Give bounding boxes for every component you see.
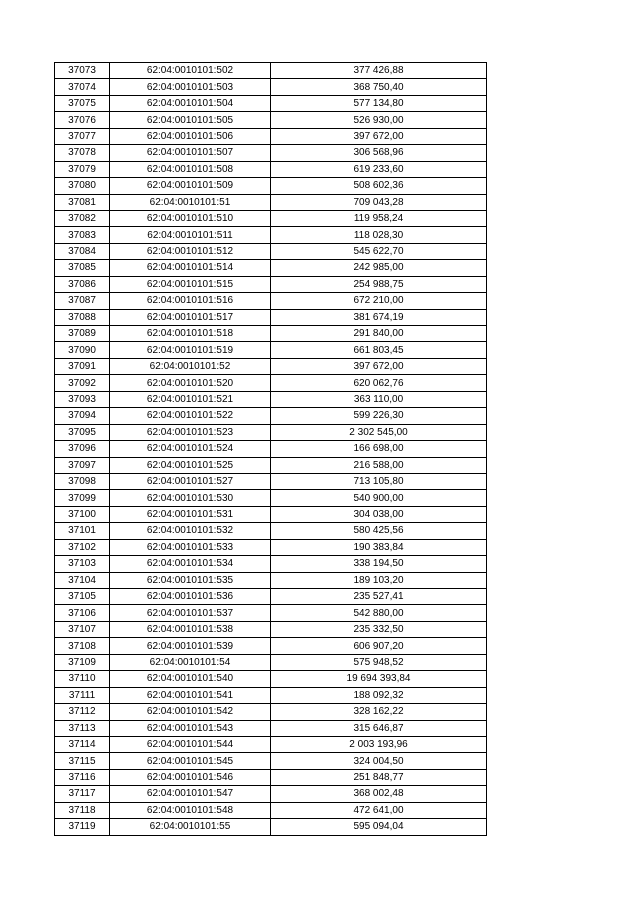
cadastral-value-cell: 291 840,00: [271, 326, 487, 342]
cadastral-number-cell: 62:04:0010101:506: [110, 128, 271, 144]
cadastral-value-cell: 315 646,87: [271, 720, 487, 736]
cadastral-value-cell: 661 803,45: [271, 342, 487, 358]
row-number-cell: 37091: [55, 358, 110, 374]
row-number-cell: 37117: [55, 786, 110, 802]
cadastral-number-cell: 62:04:0010101:507: [110, 145, 271, 161]
table-row: [55, 243, 487, 259]
row-number-cell: 37082: [55, 210, 110, 226]
cadastral-value-cell: 575 948,52: [271, 654, 487, 670]
row-number-cell: 37073: [55, 63, 110, 79]
cadastral-value-cell: 472 641,00: [271, 802, 487, 818]
row-number-cell: 37088: [55, 309, 110, 325]
table-row: [55, 79, 487, 95]
table-row: [55, 309, 487, 325]
cadastral-number-cell: 62:04:0010101:524: [110, 441, 271, 457]
cadastral-number-cell: 62:04:0010101:530: [110, 490, 271, 506]
cadastral-value-cell: 540 900,00: [271, 490, 487, 506]
table-row: [55, 424, 487, 440]
cadastral-number-cell: 62:04:0010101:508: [110, 161, 271, 177]
cadastral-number-cell: 62:04:0010101:515: [110, 276, 271, 292]
table-row: [55, 769, 487, 785]
cadastral-number-cell: 62:04:0010101:518: [110, 326, 271, 342]
cadastral-number-cell: 62:04:0010101:517: [110, 309, 271, 325]
cadastral-number-cell: 62:04:0010101:541: [110, 687, 271, 703]
row-number-cell: 37101: [55, 523, 110, 539]
table-row: [55, 227, 487, 243]
cadastral-value-cell: 580 425,56: [271, 523, 487, 539]
table-body: [55, 63, 487, 836]
row-number-cell: 37084: [55, 243, 110, 259]
cadastral-value-cell: 119 958,24: [271, 210, 487, 226]
table-row: [55, 523, 487, 539]
table-row: [55, 638, 487, 654]
table-row: [55, 63, 487, 79]
cadastral-number-cell: 62:04:0010101:543: [110, 720, 271, 736]
table-row: [55, 506, 487, 522]
cadastral-number-cell: 62:04:0010101:520: [110, 375, 271, 391]
cadastral-number-cell: 62:04:0010101:511: [110, 227, 271, 243]
row-number-cell: 37110: [55, 671, 110, 687]
cadastral-number-cell: 62:04:0010101:55: [110, 819, 271, 835]
row-number-cell: 37106: [55, 605, 110, 621]
cadastral-value-cell: 190 383,84: [271, 539, 487, 555]
row-number-cell: 37105: [55, 589, 110, 605]
row-number-cell: 37099: [55, 490, 110, 506]
cadastral-number-cell: 62:04:0010101:532: [110, 523, 271, 539]
row-number-cell: 37087: [55, 293, 110, 309]
cadastral-number-cell: 62:04:0010101:525: [110, 457, 271, 473]
cadastral-number-cell: 62:04:0010101:523: [110, 424, 271, 440]
table-row: [55, 704, 487, 720]
table-row: [55, 358, 487, 374]
table-row: [55, 391, 487, 407]
cadastral-number-cell: 62:04:0010101:504: [110, 95, 271, 111]
row-number-cell: 37092: [55, 375, 110, 391]
cadastral-value-cell: 2 302 545,00: [271, 424, 487, 440]
row-number-cell: 37093: [55, 391, 110, 407]
cadastral-value-cell: 328 162,22: [271, 704, 487, 720]
cadastral-number-cell: 62:04:0010101:52: [110, 358, 271, 374]
cadastral-number-cell: 62:04:0010101:54: [110, 654, 271, 670]
row-number-cell: 37096: [55, 441, 110, 457]
table-row: [55, 161, 487, 177]
table-row: [55, 95, 487, 111]
row-number-cell: 37119: [55, 819, 110, 835]
cadastral-number-cell: 62:04:0010101:536: [110, 589, 271, 605]
cadastral-value-cell: 363 110,00: [271, 391, 487, 407]
row-number-cell: 37074: [55, 79, 110, 95]
row-number-cell: 37076: [55, 112, 110, 128]
cadastral-value-table: [54, 62, 487, 836]
cadastral-number-cell: 62:04:0010101:538: [110, 621, 271, 637]
cadastral-value-cell: 595 094,04: [271, 819, 487, 835]
cadastral-value-cell: 368 002,48: [271, 786, 487, 802]
cadastral-number-cell: 62:04:0010101:540: [110, 671, 271, 687]
cadastral-number-cell: 62:04:0010101:542: [110, 704, 271, 720]
row-number-cell: 37102: [55, 539, 110, 555]
table-row: [55, 654, 487, 670]
cadastral-value-cell: 368 750,40: [271, 79, 487, 95]
table-row: [55, 194, 487, 210]
row-number-cell: 37103: [55, 556, 110, 572]
cadastral-value-cell: 377 426,88: [271, 63, 487, 79]
cadastral-value-cell: 542 880,00: [271, 605, 487, 621]
cadastral-number-cell: 62:04:0010101:516: [110, 293, 271, 309]
cadastral-number-cell: 62:04:0010101:535: [110, 572, 271, 588]
row-number-cell: 37097: [55, 457, 110, 473]
table-row: [55, 145, 487, 161]
row-number-cell: 37075: [55, 95, 110, 111]
table-row: [55, 441, 487, 457]
cadastral-number-cell: 62:04:0010101:547: [110, 786, 271, 802]
cadastral-value-cell: 713 105,80: [271, 473, 487, 489]
table-row: [55, 621, 487, 637]
cadastral-number-cell: 62:04:0010101:51: [110, 194, 271, 210]
table-row: [55, 572, 487, 588]
cadastral-value-cell: 189 103,20: [271, 572, 487, 588]
cadastral-number-cell: 62:04:0010101:519: [110, 342, 271, 358]
row-number-cell: 37104: [55, 572, 110, 588]
table-row: [55, 276, 487, 292]
cadastral-value-cell: 619 233,60: [271, 161, 487, 177]
cadastral-value-cell: 324 004,50: [271, 753, 487, 769]
cadastral-value-cell: 599 226,30: [271, 408, 487, 424]
cadastral-number-cell: 62:04:0010101:505: [110, 112, 271, 128]
table-row: [55, 605, 487, 621]
row-number-cell: 37077: [55, 128, 110, 144]
table-row: [55, 326, 487, 342]
table-row: [55, 473, 487, 489]
cadastral-number-cell: 62:04:0010101:503: [110, 79, 271, 95]
row-number-cell: 37111: [55, 687, 110, 703]
cadastral-number-cell: 62:04:0010101:531: [110, 506, 271, 522]
cadastral-number-cell: 62:04:0010101:534: [110, 556, 271, 572]
cadastral-value-cell: 19 694 393,84: [271, 671, 487, 687]
row-number-cell: 37112: [55, 704, 110, 720]
table-row: [55, 720, 487, 736]
row-number-cell: 37114: [55, 736, 110, 752]
cadastral-value-cell: 397 672,00: [271, 128, 487, 144]
table-row: [55, 589, 487, 605]
table-row: [55, 178, 487, 194]
cadastral-value-cell: 338 194,50: [271, 556, 487, 572]
table-row: [55, 539, 487, 555]
row-number-cell: 37109: [55, 654, 110, 670]
table-row: [55, 375, 487, 391]
cadastral-value-cell: 672 210,00: [271, 293, 487, 309]
cadastral-value-cell: 620 062,76: [271, 375, 487, 391]
cadastral-number-cell: 62:04:0010101:533: [110, 539, 271, 555]
cadastral-value-cell: 606 907,20: [271, 638, 487, 654]
cadastral-value-cell: 545 622,70: [271, 243, 487, 259]
cadastral-value-cell: 254 988,75: [271, 276, 487, 292]
table-row: [55, 786, 487, 802]
table-row: [55, 342, 487, 358]
cadastral-number-cell: 62:04:0010101:502: [110, 63, 271, 79]
table-row: [55, 802, 487, 818]
cadastral-value-cell: 306 568,96: [271, 145, 487, 161]
cadastral-value-cell: 304 038,00: [271, 506, 487, 522]
cadastral-value-cell: 188 092,32: [271, 687, 487, 703]
cadastral-number-cell: 62:04:0010101:522: [110, 408, 271, 424]
cadastral-number-cell: 62:04:0010101:514: [110, 260, 271, 276]
cadastral-value-cell: 235 332,50: [271, 621, 487, 637]
cadastral-value-cell: 381 674,19: [271, 309, 487, 325]
cadastral-number-cell: 62:04:0010101:510: [110, 210, 271, 226]
table-row: [55, 753, 487, 769]
cadastral-value-cell: 526 930,00: [271, 112, 487, 128]
row-number-cell: 37098: [55, 473, 110, 489]
cadastral-value-cell: 577 134,80: [271, 95, 487, 111]
row-number-cell: 37089: [55, 326, 110, 342]
row-number-cell: 37078: [55, 145, 110, 161]
cadastral-value-cell: 251 848,77: [271, 769, 487, 785]
cadastral-value-cell: 216 588,00: [271, 457, 487, 473]
cadastral-value-cell: 397 672,00: [271, 358, 487, 374]
row-number-cell: 37108: [55, 638, 110, 654]
row-number-cell: 37083: [55, 227, 110, 243]
table-row: [55, 457, 487, 473]
table-row: [55, 210, 487, 226]
row-number-cell: 37100: [55, 506, 110, 522]
row-number-cell: 37080: [55, 178, 110, 194]
row-number-cell: 37079: [55, 161, 110, 177]
cadastral-number-cell: 62:04:0010101:546: [110, 769, 271, 785]
row-number-cell: 37085: [55, 260, 110, 276]
cadastral-number-cell: 62:04:0010101:512: [110, 243, 271, 259]
cadastral-number-cell: 62:04:0010101:521: [110, 391, 271, 407]
cadastral-value-cell: 166 698,00: [271, 441, 487, 457]
table-row: [55, 408, 487, 424]
cadastral-number-cell: 62:04:0010101:509: [110, 178, 271, 194]
cadastral-number-cell: 62:04:0010101:545: [110, 753, 271, 769]
row-number-cell: 37086: [55, 276, 110, 292]
table-row: [55, 112, 487, 128]
cadastral-value-cell: 118 028,30: [271, 227, 487, 243]
cadastral-number-cell: 62:04:0010101:544: [110, 736, 271, 752]
cadastral-value-cell: 242 985,00: [271, 260, 487, 276]
table-row: [55, 671, 487, 687]
cadastral-number-cell: 62:04:0010101:548: [110, 802, 271, 818]
cadastral-number-cell: 62:04:0010101:527: [110, 473, 271, 489]
row-number-cell: 37095: [55, 424, 110, 440]
table-row: [55, 687, 487, 703]
row-number-cell: 37090: [55, 342, 110, 358]
row-number-cell: 37118: [55, 802, 110, 818]
row-number-cell: 37113: [55, 720, 110, 736]
row-number-cell: 37107: [55, 621, 110, 637]
table-row: [55, 819, 487, 835]
row-number-cell: 37115: [55, 753, 110, 769]
table-row: [55, 736, 487, 752]
table-row: [55, 128, 487, 144]
cadastral-number-cell: 62:04:0010101:537: [110, 605, 271, 621]
table-row: [55, 260, 487, 276]
cadastral-value-cell: 2 003 193,96: [271, 736, 487, 752]
cadastral-value-cell: 508 602,36: [271, 178, 487, 194]
cadastral-value-cell: 235 527,41: [271, 589, 487, 605]
table-row: [55, 293, 487, 309]
cadastral-number-cell: 62:04:0010101:539: [110, 638, 271, 654]
table-row: [55, 556, 487, 572]
row-number-cell: 37081: [55, 194, 110, 210]
row-number-cell: 37094: [55, 408, 110, 424]
row-number-cell: 37116: [55, 769, 110, 785]
table-row: [55, 490, 487, 506]
cadastral-value-cell: 709 043,28: [271, 194, 487, 210]
